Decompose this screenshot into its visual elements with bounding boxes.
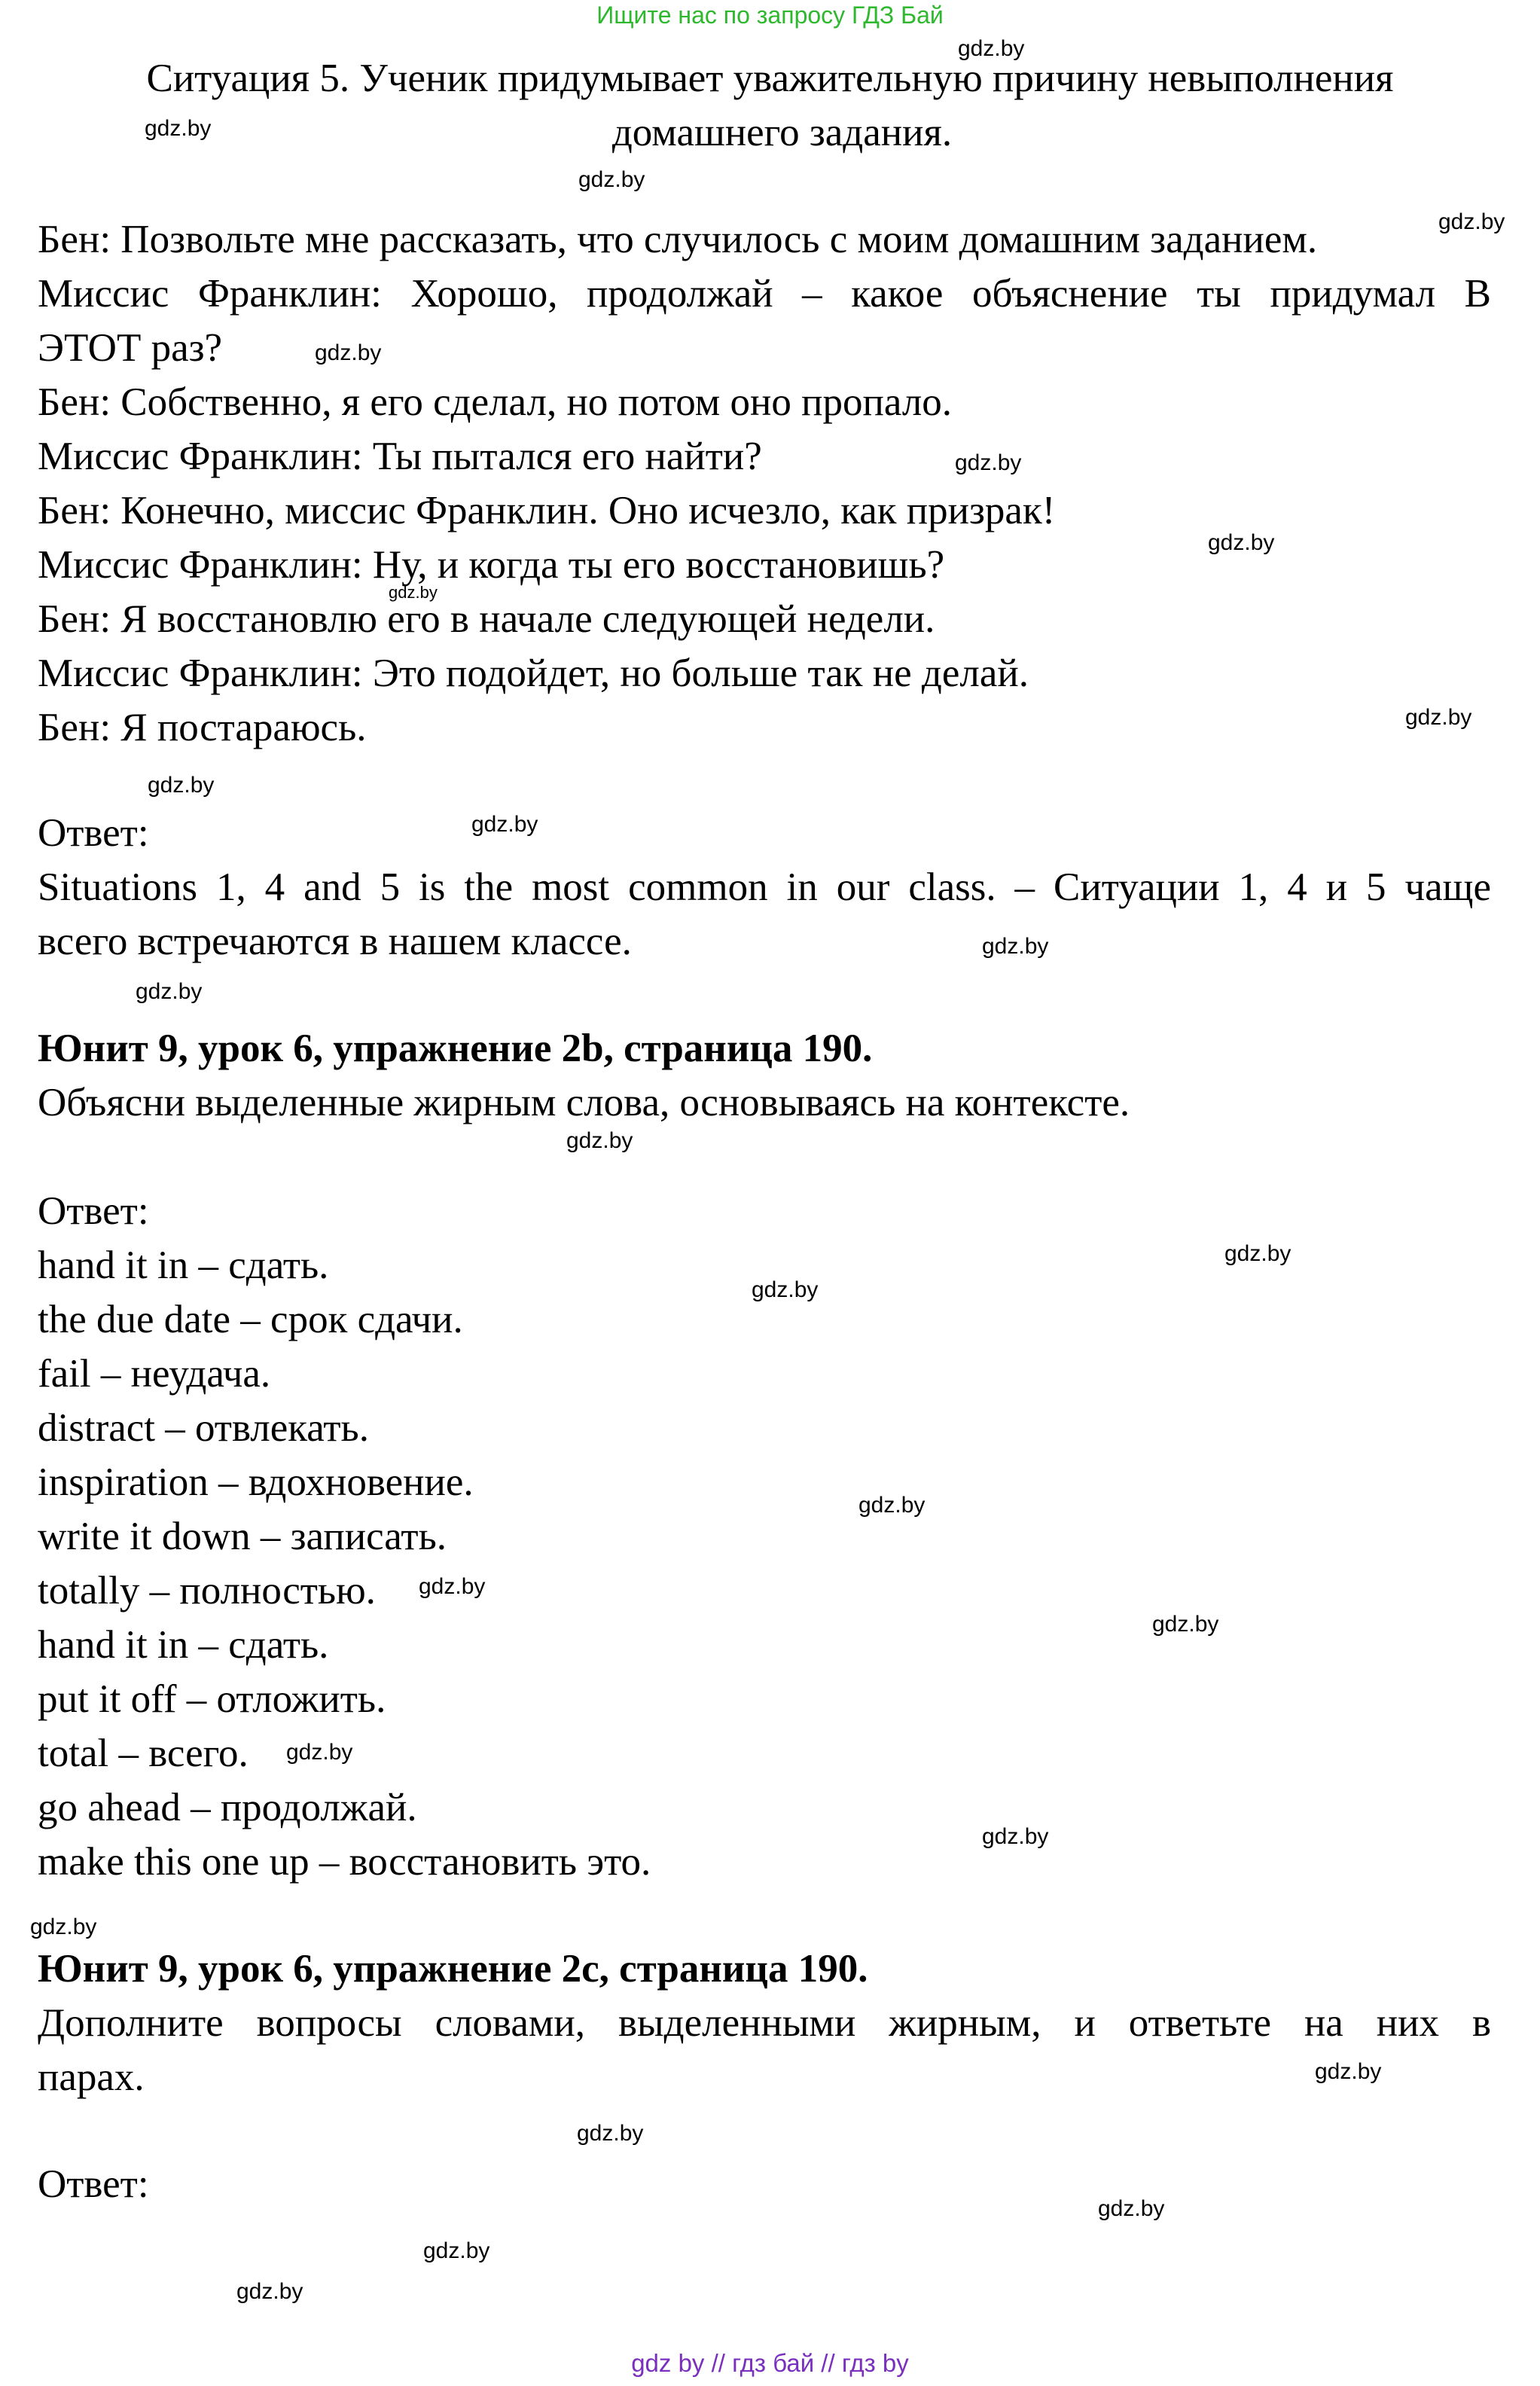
dialogue-line: Бен: Конечно, миссис Франклин. Оно исчезло, как призрак! [38, 489, 1056, 532]
dialogue-line: ЭТОТ раз? [38, 326, 223, 370]
vocab-item: total – всего. [38, 1732, 249, 1775]
exercise-2c-task-line1: Дополните вопросы словами, выделенными жирным, и ответьте на них в [38, 2001, 1491, 2045]
search-hint-link[interactable]: Ищите нас по запросу ГДЗ Бай [596, 2, 944, 29]
watermark: gdz.by [148, 773, 215, 798]
vocab-item: the due date – срок сдачи. [38, 1298, 463, 1341]
watermark: gdz.by [30, 1915, 97, 1939]
dialogue-line: Миссис Франклин: Хорошо, продолжай – какое объяснение ты придумал В [38, 272, 1491, 316]
vocab-item: fail – неудача. [38, 1352, 271, 1396]
dialogue-line: Бен: Собственно, я его сделал, но потом оно пропало. [38, 380, 953, 424]
watermark: gdz.by [1405, 705, 1472, 730]
vocab-item: inspiration – вдохновение. [38, 1460, 474, 1504]
watermark: gdz.by [145, 116, 212, 141]
dialogue-line: Миссис Франклин: Ты пытался его найти? [38, 435, 762, 478]
vocab-item: hand it in – сдать. [38, 1623, 329, 1667]
exercise-2b-heading: Юнит 9, урок 6, упражнение 2b, страница 190. [38, 1027, 873, 1070]
watermark: gdz.by [955, 450, 1022, 475]
dialogue-line: Бен: Позвольте мне рассказать, что случилось с моим домашним заданием. [38, 218, 1318, 261]
watermark: gdz.by [423, 2238, 490, 2263]
watermark: gdz.by [858, 1493, 926, 1518]
vocab-item: totally – полностью. [38, 1569, 376, 1613]
watermark: gdz.by [419, 1574, 486, 1599]
dialogue-line: Миссис Франклин: Это подойдет, но больше так не делай. [38, 651, 1029, 695]
watermark: gdz.by [1098, 2196, 1165, 2221]
watermark: gdz.by [1208, 530, 1275, 555]
vocab-item: write it down – записать. [38, 1515, 447, 1558]
watermark: gdz.by [752, 1277, 819, 1302]
watermark: gdz.by [958, 36, 1025, 61]
watermark: gdz.by [578, 167, 645, 192]
watermark: gdz.by [315, 340, 382, 365]
vocab-item: put it off – отложить. [38, 1677, 386, 1721]
situation-title-line1: Ситуация 5. Ученик придумывает уважительную причину невыполнения [146, 56, 1394, 100]
exercise-2c-heading: Юнит 9, урок 6, упражнение 2c, страница 190. [38, 1947, 868, 1991]
watermark: gdz.by [136, 979, 203, 1004]
dialogue-line: Миссис Франклин: Ну, и когда ты его восстановишь? [38, 543, 945, 587]
answer-label: Ответ: [38, 811, 149, 855]
answer-text-line2: всего встречаются в нашем классе. [38, 920, 632, 963]
exercise-2b-task: Объясни выделенные жирным слова, основываясь на контексте. [38, 1081, 1130, 1124]
vocab-item: hand it in – сдать. [38, 1243, 329, 1287]
exercise-2c-task-line2: парах. [38, 2055, 145, 2099]
watermark: gdz.by [1152, 1612, 1219, 1637]
watermark: gdz.by [1438, 209, 1505, 234]
watermark: gdz.by [286, 1740, 353, 1765]
dialogue-line: Бен: Я восстановлю его в начале следующей недели. [38, 597, 935, 641]
situation-title-line2: домашнего задания. [611, 111, 953, 154]
watermark: gdz.by [471, 812, 538, 837]
vocab-item: make this one up – восстановить это. [38, 1840, 651, 1884]
watermark: gdz.by [577, 2121, 644, 2146]
watermark: gdz.by [982, 934, 1049, 959]
watermark: gdz.by [1315, 2059, 1382, 2084]
exercise-2c-answer-label: Ответ: [38, 2162, 149, 2206]
watermark: gdz.by [982, 1824, 1049, 1849]
vocab-item: go ahead – продолжай. [38, 1786, 417, 1829]
watermark: gdz.by [389, 583, 438, 602]
watermark: gdz.by [1224, 1241, 1291, 1266]
exercise-2b-answer-label: Ответ: [38, 1189, 149, 1233]
vocab-item: distract – отвлекать. [38, 1406, 369, 1450]
answer-text-line1: Situations 1, 4 and 5 is the most common in our class. – Ситуации 1, 4 и 5 чаще [38, 865, 1491, 909]
watermark: gdz.by [566, 1128, 633, 1153]
footer-links[interactable]: gdz by // гдз бай // гдз by [631, 2349, 909, 2377]
dialogue-line: Бен: Я постараюсь. [38, 706, 367, 749]
watermark: gdz.by [236, 2279, 303, 2304]
